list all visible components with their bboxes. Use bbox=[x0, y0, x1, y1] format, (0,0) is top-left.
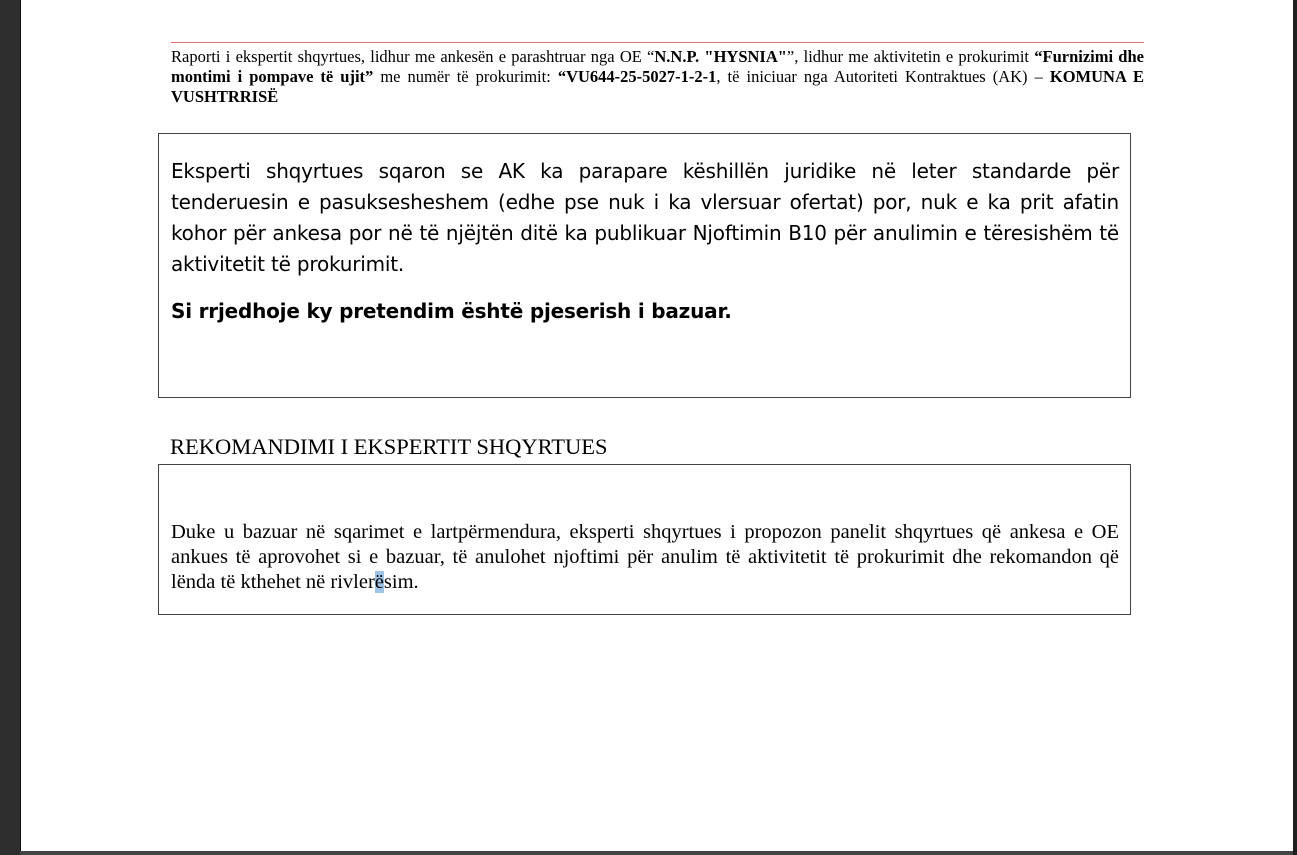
header-oe-name: N.N.P. "HYSNIA" bbox=[654, 47, 787, 66]
page-bottom-edge bbox=[20, 851, 1293, 855]
recommendation-text-start: Duke u bazuar në sqarimet e lartpërmendura, eksperti shqyrtues i propozon panelit shqyrtues që ankesa e OE ankues të aprovohet si e bazuar, të anulohet njoftimi për anulim të aktivitetit të prokurimit dhe rekomandon që lënda të kthehet në rivler bbox=[171, 521, 1119, 593]
viewer-right-gutter bbox=[1293, 0, 1297, 855]
finding-conclusion: Si rrjedhoje ky pretendim është pjeserish i bazuar. bbox=[171, 299, 732, 323]
header-procurement-number: “VU644-25-5027-1-2-1 bbox=[557, 67, 717, 86]
recommendation-title: REKOMANDIMI I EKSPERTIT SHQYRTUES bbox=[170, 433, 612, 461]
viewer-left-gutter bbox=[0, 0, 20, 855]
text-cursor-selection[interactable]: ë bbox=[374, 571, 384, 593]
report-header bbox=[171, 42, 1144, 107]
header-text-3: me numër të prokurimit: bbox=[373, 67, 558, 86]
finding-text: Eksperti shqyrtues sqaron se AK ka parapare këshillën juridike në leter standarde për tenderuesin e pasuksesheshem (edhe pse nuk i ka vlersuar ofertat) por, nuk e ka prit afatin kohor për ankesa por në të njëjtën ditë ka publikuar Njoftimin B10 për anulimin e tëresishëm të aktivitetit të prokurimit. bbox=[171, 159, 1119, 276]
recommendation-box bbox=[158, 464, 1131, 615]
header-activity-title: “Furnizimi dhe montimi i pompave të ujit” bbox=[171, 47, 1144, 86]
finding-box bbox=[158, 133, 1131, 398]
recommendation-text[interactable] bbox=[171, 520, 1119, 595]
recommendation-text-end: sim. bbox=[383, 571, 419, 593]
header-text-1: Raporti i ekspertit shqyrtues, lidhur me ankesën e parashtruar nga OE “ bbox=[171, 47, 655, 66]
header-text-2: ”, lidhur me aktivitetin e prokurimit bbox=[786, 47, 1035, 66]
header-authority: KOMUNA E VUSHTRRISË bbox=[171, 67, 1144, 106]
document-page[interactable] bbox=[20, 0, 1294, 855]
header-text-4: , të iniciuar nga Autoriteti Kontraktues (AK) – bbox=[716, 67, 1050, 86]
